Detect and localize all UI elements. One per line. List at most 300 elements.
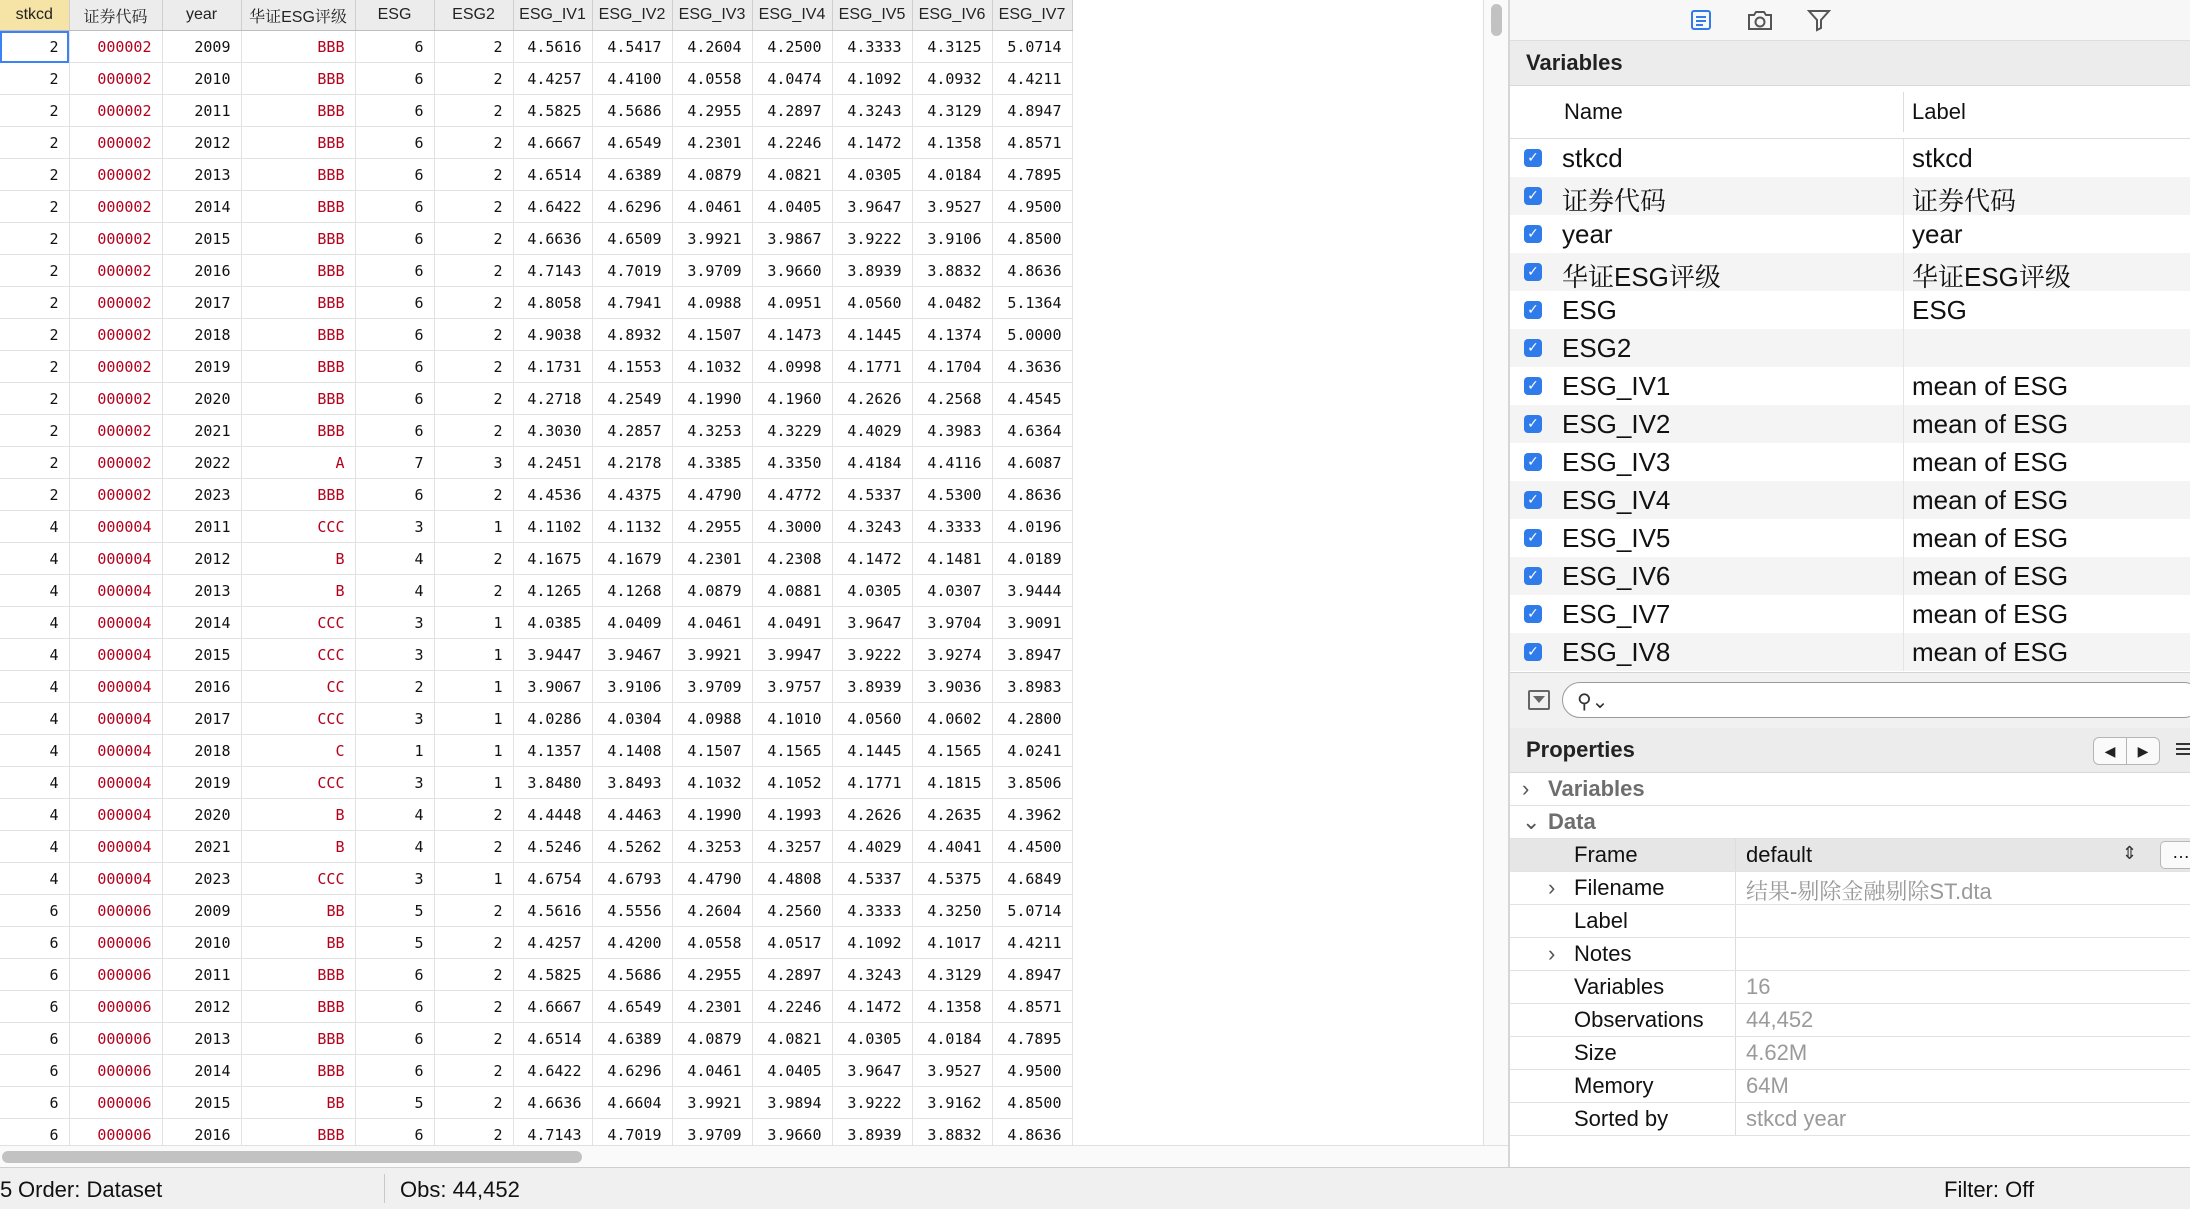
table-cell[interactable]: 4.2568 bbox=[912, 383, 992, 415]
table-row[interactable] bbox=[0, 319, 1072, 351]
table-cell[interactable]: 2 bbox=[434, 383, 513, 415]
table-cell[interactable]: 4.9038 bbox=[513, 319, 592, 351]
table-cell[interactable]: 4.0951 bbox=[752, 287, 832, 319]
table-cell[interactable]: 2 bbox=[0, 383, 69, 415]
table-cell[interactable]: 4.0305 bbox=[832, 1023, 912, 1055]
table-cell[interactable]: 4.0241 bbox=[992, 735, 1072, 767]
table-cell[interactable]: 4.0879 bbox=[672, 1023, 752, 1055]
table-cell[interactable]: 2014 bbox=[162, 1055, 241, 1087]
table-cell[interactable]: 2021 bbox=[162, 831, 241, 863]
table-cell[interactable]: 4.0405 bbox=[752, 191, 832, 223]
filter-icon[interactable] bbox=[1802, 4, 1836, 36]
table-cell[interactable]: 4.1731 bbox=[513, 351, 592, 383]
menu-icon[interactable] bbox=[2176, 740, 2190, 760]
table-cell[interactable]: 4.3962 bbox=[992, 799, 1072, 831]
table-cell[interactable]: 000004 bbox=[69, 671, 162, 703]
table-cell[interactable]: 4 bbox=[355, 799, 434, 831]
table-cell[interactable]: CCC bbox=[241, 511, 355, 543]
table-cell[interactable]: 4.3129 bbox=[912, 95, 992, 127]
table-row[interactable] bbox=[0, 863, 1072, 895]
table-row[interactable] bbox=[0, 959, 1072, 991]
table-cell[interactable]: 4.6514 bbox=[513, 159, 592, 191]
table-cell[interactable]: 3.9274 bbox=[912, 639, 992, 671]
table-cell[interactable]: 3.9709 bbox=[672, 671, 752, 703]
column-header[interactable]: ESG_IV6 bbox=[912, 0, 992, 31]
table-cell[interactable]: 4.3253 bbox=[672, 415, 752, 447]
table-cell[interactable]: 4.1990 bbox=[672, 383, 752, 415]
table-cell[interactable]: 1 bbox=[434, 735, 513, 767]
table-cell[interactable]: 3.9921 bbox=[672, 639, 752, 671]
table-cell[interactable]: 6 bbox=[0, 1119, 69, 1146]
table-cell[interactable]: 4.3125 bbox=[912, 31, 992, 63]
table-cell[interactable]: 2 bbox=[434, 415, 513, 447]
table-cell[interactable]: 4.2604 bbox=[672, 895, 752, 927]
table-cell[interactable]: 4.8636 bbox=[992, 255, 1072, 287]
table-cell[interactable]: 4.0482 bbox=[912, 287, 992, 319]
table-cell[interactable]: 2011 bbox=[162, 959, 241, 991]
table-cell[interactable]: 000002 bbox=[69, 63, 162, 95]
table-cell[interactable]: 3 bbox=[355, 639, 434, 671]
table-cell[interactable]: 6 bbox=[355, 1023, 434, 1055]
table-cell[interactable]: 4.2178 bbox=[592, 447, 672, 479]
previous-arrow-icon[interactable]: ◀ bbox=[2104, 743, 2116, 759]
table-cell[interactable]: 4.0821 bbox=[752, 159, 832, 191]
table-cell[interactable]: 4.6389 bbox=[592, 159, 672, 191]
table-cell[interactable]: 2017 bbox=[162, 287, 241, 319]
table-cell[interactable]: BBB bbox=[241, 1023, 355, 1055]
table-cell[interactable]: 3.9647 bbox=[832, 191, 912, 223]
variable-row[interactable] bbox=[1510, 633, 2190, 671]
table-cell[interactable]: 4.1265 bbox=[513, 575, 592, 607]
table-cell[interactable]: 2011 bbox=[162, 95, 241, 127]
table-cell[interactable]: 4.0988 bbox=[672, 287, 752, 319]
table-cell[interactable]: 4.8947 bbox=[992, 95, 1072, 127]
table-cell[interactable]: 4.6514 bbox=[513, 1023, 592, 1055]
table-cell[interactable]: BBB bbox=[241, 479, 355, 511]
table-cell[interactable]: 2016 bbox=[162, 671, 241, 703]
table-cell[interactable]: 2009 bbox=[162, 31, 241, 63]
table-cell[interactable]: 2 bbox=[434, 575, 513, 607]
table-cell[interactable]: 4.9500 bbox=[992, 191, 1072, 223]
table-cell[interactable]: 000004 bbox=[69, 703, 162, 735]
table-cell[interactable]: 6 bbox=[355, 63, 434, 95]
table-cell[interactable]: 4.3243 bbox=[832, 959, 912, 991]
variable-row[interactable] bbox=[1510, 215, 2190, 253]
column-header[interactable]: year bbox=[162, 0, 241, 31]
table-cell[interactable]: 2 bbox=[355, 671, 434, 703]
table-cell[interactable]: 4.4790 bbox=[672, 863, 752, 895]
table-cell[interactable]: 4.2897 bbox=[752, 95, 832, 127]
table-row[interactable] bbox=[0, 159, 1072, 191]
table-cell[interactable]: 4.5246 bbox=[513, 831, 592, 863]
variable-row[interactable] bbox=[1510, 405, 2190, 443]
table-cell[interactable]: CCC bbox=[241, 703, 355, 735]
table-cell[interactable]: 2 bbox=[0, 223, 69, 255]
table-cell[interactable]: 4.6296 bbox=[592, 191, 672, 223]
table-cell[interactable]: 4.1675 bbox=[513, 543, 592, 575]
table-cell[interactable]: 4.4029 bbox=[832, 415, 912, 447]
table-cell[interactable]: 5.0714 bbox=[992, 31, 1072, 63]
table-cell[interactable]: 6 bbox=[355, 351, 434, 383]
chevron-right-icon[interactable]: › bbox=[1548, 875, 1556, 900]
table-cell[interactable]: 2 bbox=[434, 1119, 513, 1146]
table-cell[interactable]: 6 bbox=[0, 927, 69, 959]
table-cell[interactable]: 2014 bbox=[162, 607, 241, 639]
table-cell[interactable]: 2 bbox=[434, 927, 513, 959]
table-cell[interactable]: 000004 bbox=[69, 735, 162, 767]
table-cell[interactable]: 3.9757 bbox=[752, 671, 832, 703]
table-cell[interactable]: 4.7143 bbox=[513, 1119, 592, 1146]
column-header[interactable]: ESG_IV2 bbox=[592, 0, 672, 31]
table-cell[interactable]: 3.8832 bbox=[912, 255, 992, 287]
table-cell[interactable]: 4.4500 bbox=[992, 831, 1072, 863]
table-cell[interactable]: 2 bbox=[434, 127, 513, 159]
table-cell[interactable]: 4.5262 bbox=[592, 831, 672, 863]
table-cell[interactable]: 6 bbox=[355, 319, 434, 351]
table-row[interactable] bbox=[0, 895, 1072, 927]
table-cell[interactable]: 4.3250 bbox=[912, 895, 992, 927]
table-cell[interactable]: 4.0409 bbox=[592, 607, 672, 639]
table-cell[interactable]: 4.5825 bbox=[513, 959, 592, 991]
table-cell[interactable]: 000004 bbox=[69, 863, 162, 895]
table-cell[interactable]: 4.2301 bbox=[672, 991, 752, 1023]
table-cell[interactable]: 6 bbox=[0, 1023, 69, 1055]
table-cell[interactable]: 4.4463 bbox=[592, 799, 672, 831]
table-cell[interactable]: 4.0560 bbox=[832, 287, 912, 319]
variable-checkbox[interactable]: ✓ bbox=[1524, 149, 1542, 167]
table-row[interactable] bbox=[0, 991, 1072, 1023]
table-cell[interactable]: 4.2626 bbox=[832, 383, 912, 415]
variable-checkbox[interactable]: ✓ bbox=[1524, 567, 1542, 585]
table-cell[interactable]: 1 bbox=[434, 863, 513, 895]
table-cell[interactable]: BBB bbox=[241, 991, 355, 1023]
table-row[interactable] bbox=[0, 927, 1072, 959]
table-cell[interactable]: 3.9894 bbox=[752, 1087, 832, 1119]
property-filename[interactable] bbox=[1510, 872, 2190, 905]
table-cell[interactable]: 4.1473 bbox=[752, 319, 832, 351]
table-cell[interactable]: 4.0881 bbox=[752, 575, 832, 607]
table-cell[interactable]: 4.8932 bbox=[592, 319, 672, 351]
table-cell[interactable]: 5 bbox=[355, 895, 434, 927]
table-cell[interactable]: 4.4100 bbox=[592, 63, 672, 95]
table-cell[interactable]: 3.9091 bbox=[992, 607, 1072, 639]
table-cell[interactable]: 4.8571 bbox=[992, 127, 1072, 159]
table-cell[interactable]: 4 bbox=[0, 863, 69, 895]
variable-checkbox[interactable]: ✓ bbox=[1524, 529, 1542, 547]
table-cell[interactable]: 4.1445 bbox=[832, 319, 912, 351]
table-cell[interactable]: 4.3129 bbox=[912, 959, 992, 991]
variable-checkbox[interactable]: ✓ bbox=[1524, 491, 1542, 509]
table-cell[interactable]: 2 bbox=[434, 831, 513, 863]
table-cell[interactable]: 4.6422 bbox=[513, 1055, 592, 1087]
variable-row[interactable] bbox=[1510, 177, 2190, 215]
table-cell[interactable]: 6 bbox=[355, 383, 434, 415]
table-cell[interactable]: 2 bbox=[0, 191, 69, 223]
table-cell[interactable]: 000002 bbox=[69, 31, 162, 63]
table-cell[interactable]: 3.9447 bbox=[513, 639, 592, 671]
table-cell[interactable]: 2019 bbox=[162, 767, 241, 799]
variables-list-icon[interactable] bbox=[1684, 4, 1718, 36]
table-cell[interactable]: CCC bbox=[241, 863, 355, 895]
table-cell[interactable]: 4.3350 bbox=[752, 447, 832, 479]
table-cell[interactable]: 3.9867 bbox=[752, 223, 832, 255]
next-arrow-icon[interactable]: ▶ bbox=[2126, 738, 2159, 764]
variable-row[interactable] bbox=[1510, 595, 2190, 633]
table-cell[interactable]: 4.3030 bbox=[513, 415, 592, 447]
table-cell[interactable]: 4.1960 bbox=[752, 383, 832, 415]
table-cell[interactable]: 4.3636 bbox=[992, 351, 1072, 383]
table-cell[interactable]: 4.0189 bbox=[992, 543, 1072, 575]
table-cell[interactable]: 4.2857 bbox=[592, 415, 672, 447]
table-cell[interactable]: 4.6296 bbox=[592, 1055, 672, 1087]
table-cell[interactable]: 6 bbox=[355, 31, 434, 63]
table-cell[interactable]: 4.0196 bbox=[992, 511, 1072, 543]
table-cell[interactable]: 4.4211 bbox=[992, 927, 1072, 959]
table-cell[interactable]: 4.1268 bbox=[592, 575, 672, 607]
table-cell[interactable]: 4.9500 bbox=[992, 1055, 1072, 1087]
variable-row[interactable] bbox=[1510, 481, 2190, 519]
table-cell[interactable]: 2 bbox=[434, 223, 513, 255]
table-cell[interactable]: 1 bbox=[355, 735, 434, 767]
table-cell[interactable]: 4 bbox=[0, 831, 69, 863]
table-row[interactable] bbox=[0, 127, 1072, 159]
column-header[interactable]: ESG_IV1 bbox=[513, 0, 592, 31]
table-cell[interactable]: 3.9647 bbox=[832, 607, 912, 639]
table-cell[interactable]: 2 bbox=[0, 351, 69, 383]
table-cell[interactable]: BB bbox=[241, 927, 355, 959]
table-cell[interactable]: 2 bbox=[0, 479, 69, 511]
table-cell[interactable]: 2 bbox=[434, 991, 513, 1023]
table-cell[interactable]: 4.7019 bbox=[592, 255, 672, 287]
property-notes[interactable] bbox=[1510, 938, 2190, 971]
table-cell[interactable]: 4.1358 bbox=[912, 991, 992, 1023]
table-cell[interactable]: 2018 bbox=[162, 319, 241, 351]
table-cell[interactable]: 2016 bbox=[162, 1119, 241, 1146]
table-cell[interactable]: CCC bbox=[241, 607, 355, 639]
variable-checkbox[interactable]: ✓ bbox=[1524, 643, 1542, 661]
table-cell[interactable]: 4.6667 bbox=[513, 127, 592, 159]
table-cell[interactable]: 4.0517 bbox=[752, 927, 832, 959]
property-label[interactable] bbox=[1510, 905, 2190, 938]
table-cell[interactable]: 5.0714 bbox=[992, 895, 1072, 927]
table-cell[interactable]: 3.9106 bbox=[592, 671, 672, 703]
table-cell[interactable]: 6 bbox=[355, 255, 434, 287]
table-cell[interactable]: BBB bbox=[241, 959, 355, 991]
table-cell[interactable]: 4.6849 bbox=[992, 863, 1072, 895]
table-cell[interactable]: 4.3257 bbox=[752, 831, 832, 863]
table-cell[interactable]: 2 bbox=[0, 127, 69, 159]
table-cell[interactable]: 4.0879 bbox=[672, 575, 752, 607]
table-cell[interactable]: 4.2897 bbox=[752, 959, 832, 991]
table-cell[interactable]: 4.4184 bbox=[832, 447, 912, 479]
table-cell[interactable]: 4.3333 bbox=[832, 895, 912, 927]
table-row[interactable] bbox=[0, 1055, 1072, 1087]
property-frame[interactable] bbox=[1510, 839, 2190, 872]
table-row[interactable] bbox=[0, 735, 1072, 767]
table-cell[interactable]: 4.0491 bbox=[752, 607, 832, 639]
table-cell[interactable]: BBB bbox=[241, 95, 355, 127]
table-cell[interactable]: 4.5686 bbox=[592, 959, 672, 991]
table-cell[interactable]: B bbox=[241, 543, 355, 575]
table-cell[interactable]: 4.1990 bbox=[672, 799, 752, 831]
table-cell[interactable]: 4 bbox=[0, 703, 69, 735]
table-cell[interactable]: 3.9467 bbox=[592, 639, 672, 671]
table-cell[interactable]: 4.3253 bbox=[672, 831, 752, 863]
table-cell[interactable]: 4.1092 bbox=[832, 927, 912, 959]
variable-row[interactable] bbox=[1510, 139, 2190, 177]
table-cell[interactable]: 4.6754 bbox=[513, 863, 592, 895]
table-cell[interactable]: 3 bbox=[355, 607, 434, 639]
table-cell[interactable]: 4.6793 bbox=[592, 863, 672, 895]
table-cell[interactable]: BBB bbox=[241, 191, 355, 223]
table-cell[interactable]: BBB bbox=[241, 127, 355, 159]
table-cell[interactable]: BB bbox=[241, 895, 355, 927]
chevron-right-icon[interactable]: › bbox=[1548, 941, 1556, 966]
table-cell[interactable]: 4.4375 bbox=[592, 479, 672, 511]
table-cell[interactable]: 2011 bbox=[162, 511, 241, 543]
table-cell[interactable]: 4.4448 bbox=[513, 799, 592, 831]
table-cell[interactable]: 4.6087 bbox=[992, 447, 1072, 479]
table-row[interactable] bbox=[0, 191, 1072, 223]
table-cell[interactable]: 3.8832 bbox=[912, 1119, 992, 1146]
table-cell[interactable]: 4.1032 bbox=[672, 351, 752, 383]
variable-checkbox[interactable]: ✓ bbox=[1524, 263, 1542, 281]
table-row[interactable] bbox=[0, 767, 1072, 799]
table-cell[interactable]: 4.0932 bbox=[912, 63, 992, 95]
table-cell[interactable]: 4.1017 bbox=[912, 927, 992, 959]
column-header[interactable]: 华证ESG评级 bbox=[241, 0, 355, 31]
table-cell[interactable]: 2 bbox=[434, 959, 513, 991]
variable-row[interactable] bbox=[1510, 367, 2190, 405]
table-cell[interactable]: 4.2955 bbox=[672, 511, 752, 543]
table-cell[interactable]: 6 bbox=[355, 127, 434, 159]
table-cell[interactable]: 4.2451 bbox=[513, 447, 592, 479]
table-cell[interactable]: 4 bbox=[0, 575, 69, 607]
table-cell[interactable]: 2 bbox=[0, 95, 69, 127]
table-cell[interactable]: 4 bbox=[0, 639, 69, 671]
table-cell[interactable]: 4.4029 bbox=[832, 831, 912, 863]
table-cell[interactable]: 4 bbox=[355, 543, 434, 575]
variable-checkbox[interactable]: ✓ bbox=[1524, 225, 1542, 243]
table-cell[interactable]: 3.9222 bbox=[832, 639, 912, 671]
table-cell[interactable]: 6 bbox=[355, 223, 434, 255]
table-cell[interactable]: 2012 bbox=[162, 127, 241, 159]
table-cell[interactable]: 4.0461 bbox=[672, 607, 752, 639]
table-cell[interactable]: 2023 bbox=[162, 479, 241, 511]
table-cell[interactable]: 2 bbox=[434, 95, 513, 127]
table-cell[interactable]: 3.8480 bbox=[513, 767, 592, 799]
table-cell[interactable]: 4.4211 bbox=[992, 63, 1072, 95]
table-cell[interactable]: 4.2246 bbox=[752, 991, 832, 1023]
table-cell[interactable]: 2 bbox=[0, 159, 69, 191]
table-cell[interactable]: 000004 bbox=[69, 799, 162, 831]
table-cell[interactable]: 4.1553 bbox=[592, 351, 672, 383]
table-cell[interactable]: 000002 bbox=[69, 319, 162, 351]
table-cell[interactable]: B bbox=[241, 831, 355, 863]
table-cell[interactable]: 4.6549 bbox=[592, 991, 672, 1023]
table-cell[interactable]: 6 bbox=[355, 991, 434, 1023]
table-cell[interactable]: 3 bbox=[434, 447, 513, 479]
table-cell[interactable]: CCC bbox=[241, 639, 355, 671]
table-cell[interactable]: 4.1472 bbox=[832, 991, 912, 1023]
table-row[interactable] bbox=[0, 287, 1072, 319]
table-cell[interactable]: 6 bbox=[0, 895, 69, 927]
horizontal-scroll-thumb[interactable] bbox=[2, 1151, 582, 1163]
table-cell[interactable]: 4.5337 bbox=[832, 479, 912, 511]
table-cell[interactable]: 7 bbox=[355, 447, 434, 479]
table-cell[interactable]: 2012 bbox=[162, 543, 241, 575]
table-cell[interactable]: 6 bbox=[355, 95, 434, 127]
variable-checkbox[interactable]: ✓ bbox=[1524, 377, 1542, 395]
column-header[interactable]: ESG_IV7 bbox=[992, 0, 1072, 31]
table-cell[interactable]: CC bbox=[241, 671, 355, 703]
table-cell[interactable]: 3.8939 bbox=[832, 255, 912, 287]
table-cell[interactable]: BBB bbox=[241, 383, 355, 415]
table-cell[interactable]: 2015 bbox=[162, 223, 241, 255]
table-cell[interactable]: 4.8636 bbox=[992, 479, 1072, 511]
table-cell[interactable]: 4.0305 bbox=[832, 575, 912, 607]
table-cell[interactable]: 4.0821 bbox=[752, 1023, 832, 1055]
table-cell[interactable]: 3.9947 bbox=[752, 639, 832, 671]
variable-row[interactable] bbox=[1510, 557, 2190, 595]
table-row[interactable] bbox=[0, 671, 1072, 703]
table-cell[interactable]: 4.1445 bbox=[832, 735, 912, 767]
table-cell[interactable]: 2 bbox=[0, 319, 69, 351]
variable-row[interactable] bbox=[1510, 253, 2190, 291]
table-cell[interactable]: 2 bbox=[434, 479, 513, 511]
table-cell[interactable]: 2015 bbox=[162, 1087, 241, 1119]
table-cell[interactable]: 4.1472 bbox=[832, 543, 912, 575]
table-cell[interactable]: 4.3333 bbox=[832, 31, 912, 63]
variable-row[interactable] bbox=[1510, 519, 2190, 557]
table-cell[interactable]: 3.9704 bbox=[912, 607, 992, 639]
table-cell[interactable]: 4.0307 bbox=[912, 575, 992, 607]
table-cell[interactable]: 3.9444 bbox=[992, 575, 1072, 607]
properties-group-data[interactable] bbox=[1510, 806, 2190, 839]
table-cell[interactable]: 4.3385 bbox=[672, 447, 752, 479]
table-cell[interactable]: 3 bbox=[355, 511, 434, 543]
table-cell[interactable]: 000004 bbox=[69, 767, 162, 799]
table-cell[interactable]: C bbox=[241, 735, 355, 767]
table-cell[interactable]: 4.7019 bbox=[592, 1119, 672, 1146]
table-cell[interactable]: 2 bbox=[434, 255, 513, 287]
table-cell[interactable]: 3.8939 bbox=[832, 671, 912, 703]
table-cell[interactable]: 4.3000 bbox=[752, 511, 832, 543]
vertical-scroll-thumb[interactable] bbox=[1491, 4, 1502, 36]
table-cell[interactable]: 2 bbox=[0, 31, 69, 63]
table-cell[interactable]: 2017 bbox=[162, 703, 241, 735]
table-cell[interactable]: 4.2500 bbox=[752, 31, 832, 63]
table-cell[interactable]: 2 bbox=[434, 1087, 513, 1119]
table-cell[interactable]: 000002 bbox=[69, 415, 162, 447]
variable-checkbox[interactable]: ✓ bbox=[1524, 415, 1542, 433]
table-cell[interactable]: 4.0558 bbox=[672, 927, 752, 959]
table-cell[interactable]: 4.2635 bbox=[912, 799, 992, 831]
table-cell[interactable]: 2013 bbox=[162, 575, 241, 607]
table-cell[interactable]: BBB bbox=[241, 63, 355, 95]
table-cell[interactable]: BB bbox=[241, 1087, 355, 1119]
table-cell[interactable]: 4.0558 bbox=[672, 63, 752, 95]
column-header[interactable]: ESG_IV3 bbox=[672, 0, 752, 31]
table-cell[interactable]: 2 bbox=[0, 287, 69, 319]
table-cell[interactable]: 4.8947 bbox=[992, 959, 1072, 991]
table-cell[interactable]: 4.2301 bbox=[672, 543, 752, 575]
table-cell[interactable]: 4.0474 bbox=[752, 63, 832, 95]
column-header[interactable]: 证券代码 bbox=[69, 0, 162, 31]
table-cell[interactable]: 4.3243 bbox=[832, 511, 912, 543]
table-cell[interactable]: B bbox=[241, 575, 355, 607]
table-cell[interactable]: 3.9709 bbox=[672, 1119, 752, 1146]
